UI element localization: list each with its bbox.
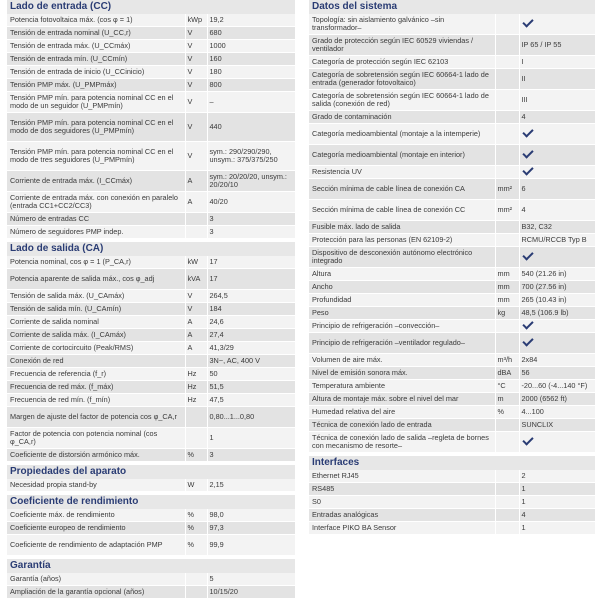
spec-value: 3N~, AC, 400 V — [207, 355, 295, 368]
spec-row — [309, 35, 595, 56]
spec-value: 800 — [207, 79, 295, 92]
spec-value: 3 — [207, 213, 295, 226]
spec-label: Tensión de entrada máx. (U_CCmáx) — [7, 40, 185, 53]
spec-value: 97,3 — [207, 522, 295, 535]
spec-value: 41,3/29 — [207, 342, 295, 355]
spec-value: 2x84 — [519, 354, 595, 367]
spec-label: Categoría de sobretensión según IEC 60664-1 lado de entrada (generador fotovoltaico) — [309, 69, 495, 90]
spec-label: Categoría de sobretensión según IEC 60664-1 lado de salida (conexión de red) — [309, 90, 495, 111]
spec-unit: % — [185, 535, 207, 556]
spec-value: 160 — [207, 53, 295, 66]
spec-unit — [495, 111, 519, 124]
spec-label: Potencia aparente de salida máx., cos φ_adj — [7, 269, 185, 290]
spec-label: Dispositivo de desconexión autónomo electrónico integrado — [309, 247, 495, 268]
spec-value: 17 — [207, 256, 295, 269]
spec-unit: V — [185, 40, 207, 53]
spec-row — [7, 92, 295, 113]
spec-row — [309, 333, 595, 354]
spec-row — [309, 221, 595, 234]
spec-label: Coeficiente de distorsión armónico máx. — [7, 449, 185, 462]
spec-value: 540 (21.26 in) — [519, 268, 595, 281]
spec-row — [309, 234, 595, 247]
spec-label: Ancho — [309, 281, 495, 294]
spec-row — [7, 192, 295, 213]
spec-label: Número de seguidores PMP indep. — [7, 226, 185, 239]
spec-label: Grado de protección según IEC 60529 viviendas / ventilador — [309, 35, 495, 56]
spec-row — [7, 27, 295, 40]
spec-unit: Hz — [185, 381, 207, 394]
spec-value: III — [519, 90, 595, 111]
spec-unit: A — [185, 342, 207, 355]
checkmark-icon — [522, 434, 533, 445]
spec-row — [309, 179, 595, 200]
spec-row — [7, 355, 295, 368]
spec-unit — [495, 145, 519, 166]
spec-row — [309, 432, 595, 453]
spec-label: Ampliación de la garantía opcional (años) — [7, 586, 185, 599]
spec-label: Coeficiente europeo de rendimiento — [7, 522, 185, 535]
checkmark-icon — [522, 320, 533, 330]
spec-value — [519, 14, 595, 35]
spec-label: Factor de potencia con potencia nominal (cos φ_CA,r) — [7, 428, 185, 449]
spec-label: Ethernet RJ45 — [309, 470, 495, 483]
spec-label: Margen de ajuste del factor de potencia cos φ_CA,r — [7, 407, 185, 428]
spec-unit: kW — [185, 256, 207, 269]
spec-value: 99,9 — [207, 535, 295, 556]
spec-unit: dBA — [495, 367, 519, 380]
spec-row — [7, 586, 295, 599]
spec-value — [519, 333, 595, 354]
spec-unit — [495, 333, 519, 354]
spec-row — [7, 303, 295, 316]
spec-row — [309, 367, 595, 380]
spec-value: 50 — [207, 368, 295, 381]
checkmark-icon — [522, 147, 533, 158]
spec-row — [309, 166, 595, 179]
spec-unit — [495, 320, 519, 333]
spec-unit: Hz — [185, 394, 207, 407]
spec-unit — [495, 35, 519, 56]
spec-unit — [495, 470, 519, 483]
spec-label: Categoría de protección según IEC 62103 — [309, 56, 495, 69]
spec-value — [519, 145, 595, 166]
spec-label: Categoría medioambiental (montaje en interior) — [309, 145, 495, 166]
spec-label: Corriente de entrada máx. (I_CCmáx) — [7, 171, 185, 192]
spec-unit: V — [185, 79, 207, 92]
spec-value: 56 — [519, 367, 595, 380]
spec-label: Principio de refrigeración –ventilador regulado– — [309, 333, 495, 354]
spec-label: Nivel de emisión sonora máx. — [309, 367, 495, 380]
spec-unit — [495, 509, 519, 522]
spec-row — [309, 247, 595, 268]
spec-value: 1000 — [207, 40, 295, 53]
spec-label: Tensión de entrada mín. (U_CCmín) — [7, 53, 185, 66]
spec-label: Altura de montaje máx. sobre el nivel del mar — [309, 393, 495, 406]
spec-row — [7, 40, 295, 53]
spec-label: Tensión de salida mín. (U_CAmín) — [7, 303, 185, 316]
spec-value: -20...60 (-4...140 °F) — [519, 380, 595, 393]
spec-row — [7, 428, 295, 449]
spec-unit — [185, 355, 207, 368]
spec-value — [519, 124, 595, 145]
spec-row — [7, 226, 295, 239]
section-title-lado-de-salida-ca: Lado de salida (CA) — [7, 242, 295, 256]
spec-value: 40/20 — [207, 192, 295, 213]
spec-row — [7, 171, 295, 192]
spec-unit — [495, 247, 519, 268]
spec-value: – — [207, 92, 295, 113]
spec-row — [7, 329, 295, 342]
spec-unit: V — [185, 303, 207, 316]
spec-unit: % — [495, 406, 519, 419]
spec-value: 700 (27.56 in) — [519, 281, 595, 294]
spec-label: Coeficiente máx. de rendimiento — [7, 509, 185, 522]
spec-unit: V — [185, 92, 207, 113]
spec-label: Sección mínima de cable línea de conexión CC — [309, 200, 495, 221]
spec-value: 19,2 — [207, 14, 295, 27]
spec-unit — [495, 496, 519, 509]
spec-unit — [495, 124, 519, 145]
spec-row — [309, 145, 595, 166]
spec-label: Temperatura ambiente — [309, 380, 495, 393]
spec-row — [7, 142, 295, 171]
spec-value: 47,5 — [207, 394, 295, 407]
spec-row — [309, 200, 595, 221]
spec-table-lado-de-entrada-cc — [7, 14, 295, 239]
spec-row — [7, 213, 295, 226]
spec-value: sym.: 20/20/20, unsym.: 20/20/10 — [207, 171, 295, 192]
spec-unit: kg — [495, 307, 519, 320]
spec-label: Frecuencia de referencia (f_r) — [7, 368, 185, 381]
spec-value: 4 — [519, 111, 595, 124]
spec-unit — [495, 234, 519, 247]
spec-row — [7, 394, 295, 407]
spec-label: Frecuencia de red máx. (f_máx) — [7, 381, 185, 394]
spec-row — [309, 69, 595, 90]
spec-unit — [495, 69, 519, 90]
spec-label: Topología: sin aislamiento galvánico –sin transformador– — [309, 14, 495, 35]
spec-unit — [185, 226, 207, 239]
spec-table-datos-del-sistema — [309, 14, 595, 453]
checkmark-icon — [522, 126, 533, 137]
spec-label: Potencia nominal, cos φ = 1 (P_CA,r) — [7, 256, 185, 269]
spec-unit: V — [185, 53, 207, 66]
spec-row — [309, 419, 595, 432]
spec-unit: mm² — [495, 179, 519, 200]
spec-row — [309, 14, 595, 35]
spec-label: Resistencia UV — [309, 166, 495, 179]
right-column — [309, 0, 595, 535]
spec-table-propiedades-del-aparato — [7, 479, 295, 492]
spec-value: 27,4 — [207, 329, 295, 342]
spec-row — [309, 393, 595, 406]
spec-value: 4 — [519, 200, 595, 221]
spec-value: II — [519, 69, 595, 90]
spec-unit — [495, 522, 519, 535]
spec-value: 2,15 — [207, 479, 295, 492]
spec-label: Técnica de conexión lado de entrada — [309, 419, 495, 432]
spec-row — [7, 479, 295, 492]
spec-row — [7, 573, 295, 586]
spec-label: Principio de refrigeración –convección– — [309, 320, 495, 333]
spec-row — [309, 509, 595, 522]
spec-label: RS485 — [309, 483, 495, 496]
spec-label: Corriente de cortocircuito (Peak/RMS) — [7, 342, 185, 355]
spec-value: IP 65 / IP 55 — [519, 35, 595, 56]
spec-value: 48,5 (106.9 lb) — [519, 307, 595, 320]
spec-label: Volumen de aire máx. — [309, 354, 495, 367]
spec-value: 180 — [207, 66, 295, 79]
spec-value: B32, C32 — [519, 221, 595, 234]
spec-row — [7, 53, 295, 66]
spec-label: S0 — [309, 496, 495, 509]
spec-value: 184 — [207, 303, 295, 316]
left-column — [7, 0, 295, 599]
spec-row — [309, 496, 595, 509]
spec-value: 0,80...1...0,80 — [207, 407, 295, 428]
spec-unit: mm — [495, 268, 519, 281]
spec-value — [519, 432, 595, 453]
spec-unit: V — [185, 66, 207, 79]
section-title-interfaces: Interfaces — [309, 456, 595, 470]
spec-value — [519, 247, 595, 268]
spec-label: Corriente de entrada máx. con conexión en paralelo (entrada CC1+CC2/CC3) — [7, 192, 185, 213]
spec-label: Corriente de salida máx. (I_CAmáx) — [7, 329, 185, 342]
section-title-coeficiente-de-rendimiento: Coeficiente de rendimiento — [7, 495, 295, 509]
spec-value: 98,0 — [207, 509, 295, 522]
spec-row — [7, 509, 295, 522]
spec-value: RCMU/RCCB Typ B — [519, 234, 595, 247]
spec-unit — [495, 221, 519, 234]
spec-row — [7, 368, 295, 381]
spec-unit — [185, 213, 207, 226]
spec-label: Humedad relativa del aire — [309, 406, 495, 419]
spec-unit: % — [185, 449, 207, 462]
spec-unit: kWp — [185, 14, 207, 27]
spec-label: Sección mínima de cable línea de conexión CA — [309, 179, 495, 200]
spec-value: I — [519, 56, 595, 69]
spec-label: Grado de contaminación — [309, 111, 495, 124]
spec-value: 4...100 — [519, 406, 595, 419]
spec-label: Tensión de entrada nominal (U_CC,r) — [7, 27, 185, 40]
spec-row — [7, 381, 295, 394]
spec-label: Técnica de conexión lado de salida –regleta de bornes con mecanismo de resorte– — [309, 432, 495, 453]
spec-value: SUNCLIX — [519, 419, 595, 432]
spec-unit — [495, 419, 519, 432]
spec-label: Peso — [309, 307, 495, 320]
spec-unit: V — [185, 142, 207, 171]
spec-row — [7, 256, 295, 269]
spec-label: Corriente de salida nominal — [7, 316, 185, 329]
spec-value: 264,5 — [207, 290, 295, 303]
spec-unit: V — [185, 113, 207, 142]
spec-value: 1 — [207, 428, 295, 449]
spec-row — [309, 307, 595, 320]
spec-row — [7, 113, 295, 142]
spec-table-interfaces — [309, 470, 595, 535]
spec-unit — [495, 14, 519, 35]
section-title-lado-de-entrada-cc: Lado de entrada (CC) — [7, 0, 295, 14]
spec-row — [7, 316, 295, 329]
spec-value: 4 — [519, 509, 595, 522]
spec-unit: % — [185, 522, 207, 535]
spec-value: 17 — [207, 269, 295, 290]
spec-unit: kVA — [185, 269, 207, 290]
spec-row — [309, 354, 595, 367]
spec-row — [309, 294, 595, 307]
checkmark-icon — [522, 249, 533, 260]
checkmark-icon — [522, 16, 533, 27]
spec-label: Número de entradas CC — [7, 213, 185, 226]
spec-label: Tensión PMP máx. (U_PMPmáx) — [7, 79, 185, 92]
spec-unit: mm — [495, 294, 519, 307]
spec-value: 3 — [207, 226, 295, 239]
spec-label: Tensión de entrada de inicio (U_CCinicio) — [7, 66, 185, 79]
spec-unit — [495, 56, 519, 69]
spec-unit: A — [185, 192, 207, 213]
spec-value: 51,5 — [207, 381, 295, 394]
spec-label: Fusible máx. lado de salida — [309, 221, 495, 234]
spec-row — [7, 290, 295, 303]
section-title-datos-del-sistema: Datos del sistema — [309, 0, 595, 14]
spec-unit — [185, 407, 207, 428]
spec-label: Protección para las personas (EN 62109-2) — [309, 234, 495, 247]
spec-unit: m³/h — [495, 354, 519, 367]
spec-unit: °C — [495, 380, 519, 393]
spec-value: 2 — [519, 470, 595, 483]
spec-label: Coeficiente de rendimiento de adaptación PMP — [7, 535, 185, 556]
spec-row — [309, 483, 595, 496]
spec-unit: A — [185, 316, 207, 329]
spec-label: Profundidad — [309, 294, 495, 307]
spec-label: Tensión PMP mín. para potencia nominal CC en el modo de dos seguidores (U_PMPmín) — [7, 113, 185, 142]
spec-value: 440 — [207, 113, 295, 142]
spec-value: 265 (10.43 in) — [519, 294, 595, 307]
spec-row — [7, 14, 295, 27]
spec-row — [309, 380, 595, 393]
spec-row — [309, 320, 595, 333]
spec-row — [309, 470, 595, 483]
spec-unit: mm — [495, 281, 519, 294]
spec-label: Categoría medioambiental (montaje a la intemperie) — [309, 124, 495, 145]
spec-unit — [185, 586, 207, 599]
spec-label: Tensión de salida máx. (U_CAmáx) — [7, 290, 185, 303]
spec-table-coeficiente-de-rendimiento — [7, 509, 295, 556]
spec-row — [7, 269, 295, 290]
spec-unit — [185, 573, 207, 586]
spec-value: 680 — [207, 27, 295, 40]
section-title-propiedades-del-aparato: Propiedades del aparato — [7, 465, 295, 479]
spec-row — [309, 124, 595, 145]
spec-row — [309, 90, 595, 111]
spec-row — [7, 522, 295, 535]
spec-table-garantia — [7, 573, 295, 599]
spec-value: 3 — [207, 449, 295, 462]
spec-label: Interface PIKO BA Sensor — [309, 522, 495, 535]
spec-unit — [185, 428, 207, 449]
spec-unit — [495, 90, 519, 111]
spec-unit: m — [495, 393, 519, 406]
spec-row — [309, 406, 595, 419]
spec-row — [309, 522, 595, 535]
spec-value — [519, 320, 595, 333]
spec-value: 1 — [519, 496, 595, 509]
spec-row — [309, 268, 595, 281]
spec-unit — [495, 432, 519, 453]
spec-row — [7, 407, 295, 428]
spec-unit — [495, 483, 519, 496]
spec-value: 5 — [207, 573, 295, 586]
spec-unit: V — [185, 27, 207, 40]
spec-value: 10/15/20 — [207, 586, 295, 599]
spec-value: 1 — [519, 483, 595, 496]
spec-value: 1 — [519, 522, 595, 535]
checkmark-icon — [522, 335, 533, 346]
spec-label: Altura — [309, 268, 495, 281]
spec-unit: mm² — [495, 200, 519, 221]
section-title-garantia: Garantía — [7, 559, 295, 573]
spec-unit: V — [185, 290, 207, 303]
spec-value — [519, 166, 595, 179]
checkmark-icon — [522, 166, 533, 176]
spec-unit: % — [185, 509, 207, 522]
spec-label: Tensión PMP mín. para potencia nominal CC en el modo de un seguidor (U_PMPmín) — [7, 92, 185, 113]
spec-label: Tensión PMP mín. para potencia nominal CC en el modo de tres seguidores (U_PMPmín) — [7, 142, 185, 171]
spec-row — [7, 79, 295, 92]
spec-unit: Hz — [185, 368, 207, 381]
spec-row — [7, 342, 295, 355]
spec-value: 24,6 — [207, 316, 295, 329]
spec-label: Necesidad propia stand-by — [7, 479, 185, 492]
spec-unit: W — [185, 479, 207, 492]
spec-label: Entradas analógicas — [309, 509, 495, 522]
spec-unit: A — [185, 171, 207, 192]
spec-label: Conexión de red — [7, 355, 185, 368]
spec-label: Frecuencia de red mín. (f_mín) — [7, 394, 185, 407]
spec-row — [7, 449, 295, 462]
spec-value: sym.: 290/290/290, unsym.: 375/375/250 — [207, 142, 295, 171]
spec-row — [309, 56, 595, 69]
spec-row — [7, 535, 295, 556]
spec-unit — [495, 166, 519, 179]
spec-row — [309, 111, 595, 124]
spec-unit: A — [185, 329, 207, 342]
spec-table-lado-de-salida-ca — [7, 256, 295, 462]
spec-value: 6 — [519, 179, 595, 200]
spec-row — [7, 66, 295, 79]
spec-row — [309, 281, 595, 294]
spec-label: Garantía (años) — [7, 573, 185, 586]
spec-value: 2000 (6562 ft) — [519, 393, 595, 406]
spec-label: Potencia fotovoltaica máx. (cos φ = 1) — [7, 14, 185, 27]
